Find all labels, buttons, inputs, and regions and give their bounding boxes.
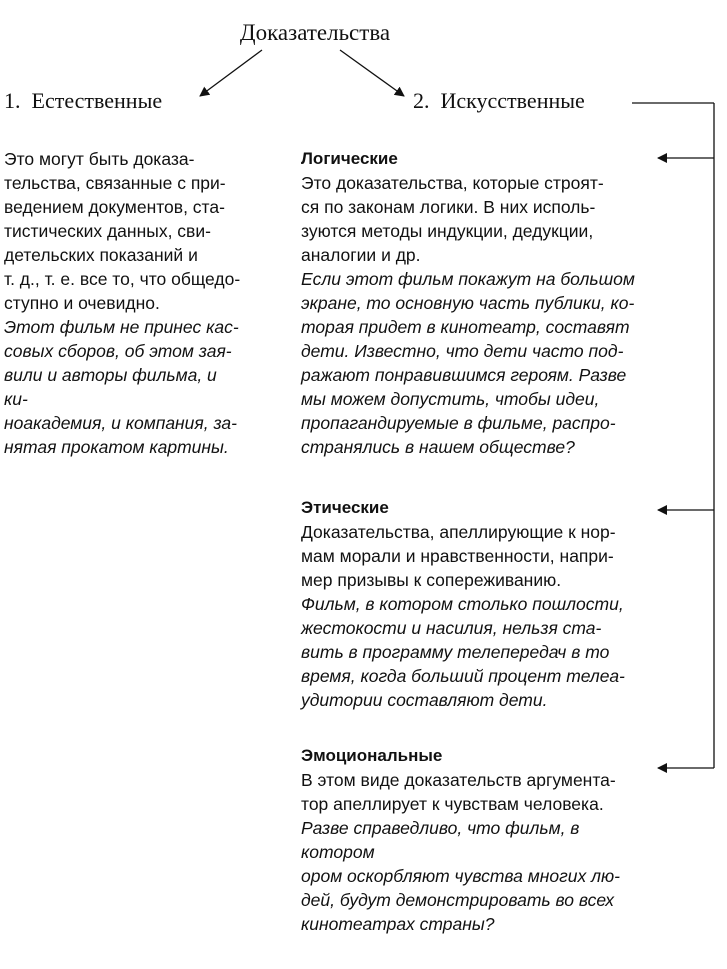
text-line: Это могут быть доказа- (4, 149, 195, 169)
example-line: нятая прокатом картины. (4, 437, 229, 457)
section-emotional (301, 744, 641, 936)
example-line: время, когда больший процент телеа- (301, 666, 625, 686)
text-line: Доказательства, апеллирующие к нор- (301, 522, 616, 542)
example-line: Разве справедливо, что фильм, в котором (301, 818, 580, 862)
text-line: детельских показаний и (4, 245, 198, 265)
natural-description (4, 147, 242, 459)
section-title-logical: Логические (301, 149, 398, 168)
example-line: дей, будут демонстрировать во всех (301, 890, 615, 910)
example-line: странялись в нашем обществе? (301, 437, 575, 457)
heading-natural: 1. Естественные (4, 88, 163, 113)
text-line: ся по законам логики. В них исполь- (301, 197, 596, 217)
section-logical (301, 147, 641, 459)
example-line: жестокости и насилия, нельзя ста- (301, 618, 602, 638)
example-line: вить в программу телепередач в то (301, 642, 610, 662)
logical-example (301, 267, 641, 459)
section-ethical (301, 496, 641, 712)
natural-example (4, 315, 242, 459)
text-line: ступно и очевидно. (4, 293, 160, 313)
example-line: Этот фильм не принес кас- (4, 317, 239, 337)
example-line: дети. Известно, что дети часто под- (301, 341, 624, 361)
text-line: В этом виде доказательств аргумента- (301, 770, 616, 790)
text-line: т. д., т. е. все то, что общедо- (4, 269, 241, 289)
example-line: экране, то основную часть публики, ко- (301, 293, 635, 313)
text-line: Это доказательства, которые строят- (301, 173, 604, 193)
example-line: мы можем допустить, чтобы идеи, (301, 389, 600, 409)
example-line: вили и авторы фильма, и ки- (4, 365, 217, 409)
arrow-to-natural (200, 50, 262, 96)
text-line: мам морали и нравственности, напри- (301, 546, 614, 566)
text-line: тельства, связанные с при- (4, 173, 226, 193)
emotional-example (301, 816, 641, 936)
ethical-example (301, 592, 641, 712)
example-line: удитории составляют дети. (301, 690, 548, 710)
example-line: пропагандируемые в фильме, распро- (301, 413, 616, 433)
text-line: мер призывы к сопереживанию. (301, 570, 562, 590)
example-line: ноакадемия, и компания, за- (4, 413, 237, 433)
arrow-to-artificial (340, 50, 404, 96)
example-line: торая придет в кинотеатр, составят (301, 317, 630, 337)
example-line: Фильм, в котором столько пошлости, (301, 594, 624, 614)
section-title-emotional: Эмоциональные (301, 746, 443, 765)
example-line: ором оскорбляют чувства многих лю- (301, 866, 620, 886)
text-line: ведением документов, ста- (4, 197, 225, 217)
text-line: тистических данных, сви- (4, 221, 211, 241)
example-line: ражают понравившимся героям. Разве (301, 365, 627, 385)
text-line: зуются методы индукции, дедукции, (301, 221, 594, 241)
text-line: тор апеллирует к чувствам человека. (301, 794, 604, 814)
example-line: Если этот фильм покажут на большом (301, 269, 635, 289)
example-line: совых сборов, об этом зая- (4, 341, 232, 361)
page-title: Доказательства (239, 20, 391, 45)
text-line: аналогии и др. (301, 245, 421, 265)
example-line: кинотеатрах страны? (301, 914, 495, 934)
section-title-ethical: Этические (301, 498, 389, 517)
heading-artificial: 2. Искусственные (413, 88, 585, 113)
